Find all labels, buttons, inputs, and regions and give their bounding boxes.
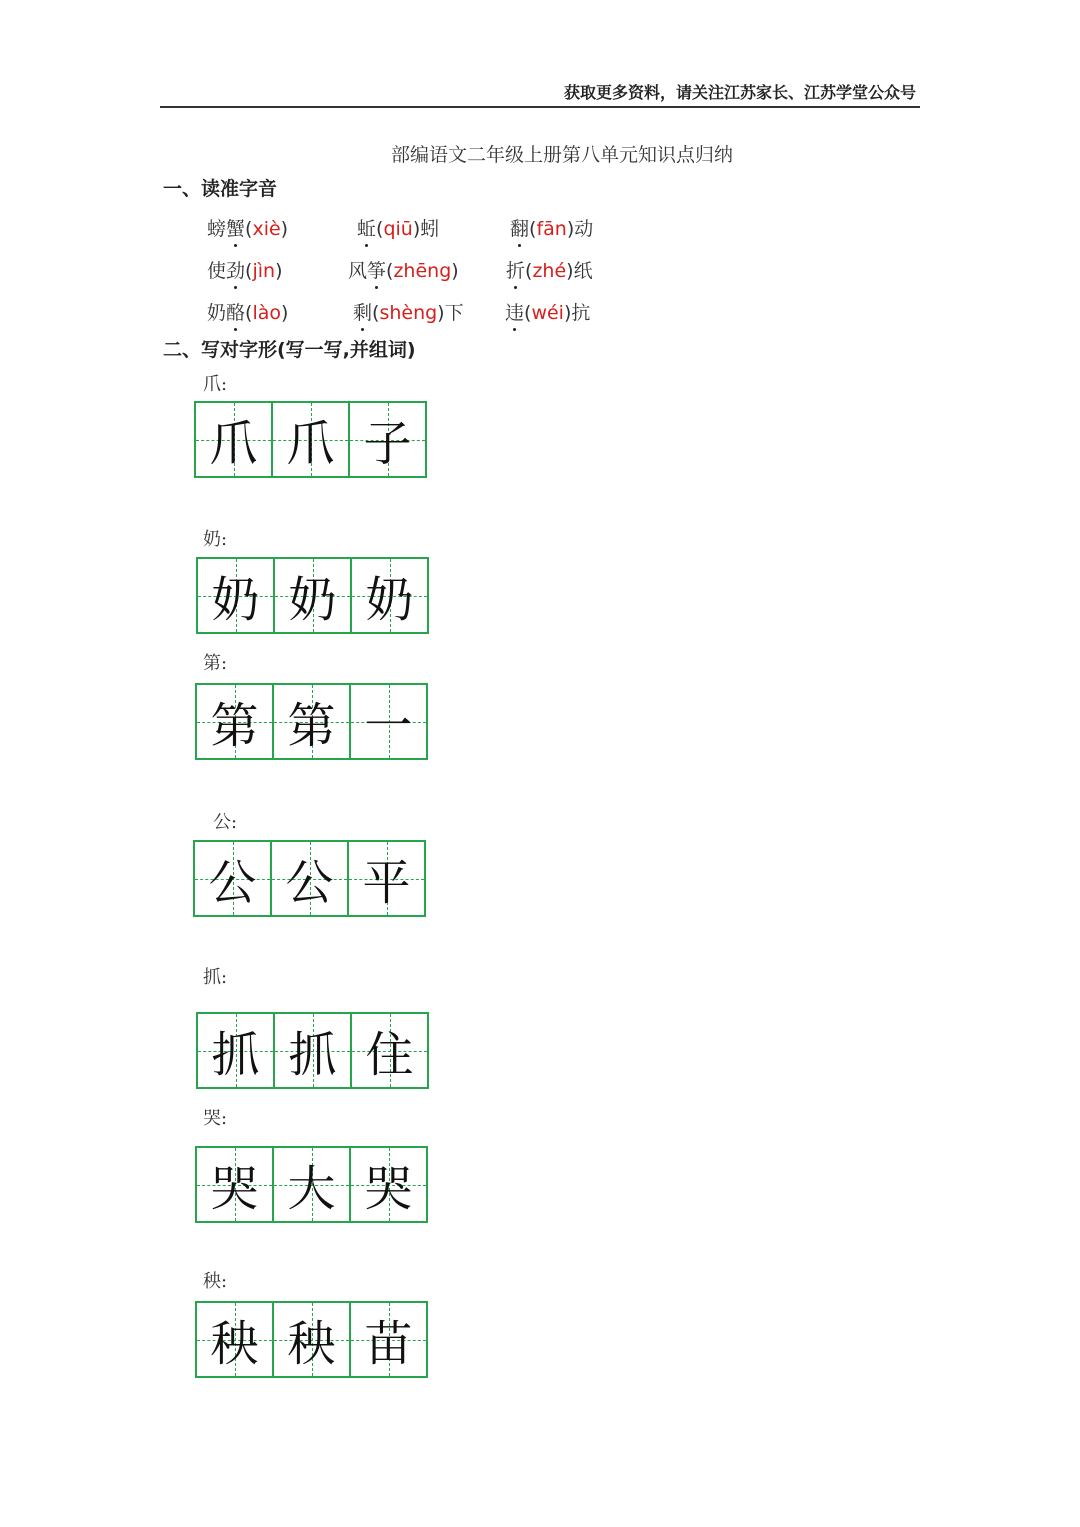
- pinyin-item: [207, 214, 288, 241]
- pinyin: fān: [536, 218, 567, 240]
- grid-cell: [197, 1148, 274, 1221]
- open-paren: (: [245, 260, 253, 282]
- grid-char: 秧: [210, 1316, 259, 1372]
- pinyin-item: [506, 256, 593, 283]
- grid-char: 第: [287, 698, 336, 754]
- grid-cell: [275, 1014, 352, 1087]
- open-paren: (: [245, 302, 253, 324]
- grid-cell: [198, 559, 275, 632]
- grid-cell: [197, 685, 274, 758]
- document-title: 部编语文二年级上册第八单元知识点归纳: [390, 144, 733, 166]
- dotted-char: 酪: [226, 298, 245, 325]
- close-paren: ): [566, 218, 575, 240]
- open-paren: (: [525, 260, 533, 282]
- char-label: 抓:: [203, 967, 228, 988]
- grid-char: 奶: [365, 572, 414, 628]
- grid-cell: [349, 842, 424, 915]
- close-paren: ): [412, 218, 421, 240]
- pinyin: shèng: [379, 302, 438, 324]
- close-paren: ): [563, 302, 572, 324]
- grid-char: 平: [362, 855, 411, 911]
- word-suffix: 动: [574, 218, 594, 240]
- char-label: 哭:: [203, 1108, 228, 1129]
- word-prefix: 使: [207, 260, 227, 282]
- pinyin: jìn: [252, 260, 276, 282]
- tianzige-grid: [195, 1301, 428, 1378]
- word-suffix: 下: [444, 302, 464, 324]
- grid-cell: [351, 1148, 426, 1221]
- open-paren: (: [376, 218, 384, 240]
- pinyin-item: [505, 298, 590, 325]
- grid-char: 住: [365, 1027, 414, 1083]
- grid-cell: [195, 842, 272, 915]
- grid-char: 抓: [211, 1027, 260, 1083]
- grid-cell: [274, 1148, 351, 1221]
- tianzige-grid: [194, 401, 427, 478]
- close-paren: ): [275, 260, 283, 282]
- pinyin: wéi: [531, 302, 564, 324]
- close-paren: ): [281, 302, 289, 324]
- dotted-char: 剩: [353, 298, 372, 325]
- grid-cell: [351, 685, 426, 758]
- grid-char: 爪: [209, 416, 258, 472]
- open-paren: (: [386, 260, 394, 282]
- grid-cell: [274, 685, 351, 758]
- grid-char: 秧: [287, 1316, 336, 1372]
- grid-char: 奶: [211, 572, 260, 628]
- close-paren: ): [280, 218, 289, 240]
- grid-char: 哭: [364, 1161, 413, 1217]
- open-paren: (: [524, 302, 532, 324]
- grid-cell: [197, 1303, 274, 1376]
- pinyin: qiū: [383, 218, 413, 240]
- dotted-char: 违: [505, 298, 524, 325]
- header-divider: [160, 106, 920, 108]
- grid-cell: [351, 1303, 426, 1376]
- dotted-char: 筝: [367, 256, 386, 283]
- pinyin-item: [510, 214, 593, 241]
- char-label: 爪:: [203, 374, 228, 395]
- close-paren: ): [437, 302, 445, 324]
- grid-cell: [198, 1014, 275, 1087]
- grid-cell: [274, 1303, 351, 1376]
- tianzige-grid: [196, 557, 429, 634]
- dotted-char: 折: [506, 256, 525, 283]
- pinyin-item: [207, 256, 282, 283]
- grid-char: 奶: [288, 572, 337, 628]
- grid-cell: [352, 559, 427, 632]
- grid-cell: [196, 403, 273, 476]
- grid-char: 公: [285, 855, 334, 911]
- grid-char: 第: [210, 698, 259, 754]
- grid-char: 子: [363, 416, 412, 472]
- pinyin-item: [348, 256, 459, 283]
- tianzige-grid: [196, 1012, 429, 1089]
- grid-cell: [273, 403, 350, 476]
- close-paren: ): [566, 260, 574, 282]
- grid-char: 爪: [286, 416, 335, 472]
- pinyin-item: [357, 214, 439, 241]
- word-prefix: 螃: [207, 218, 227, 240]
- close-paren: ): [451, 260, 459, 282]
- open-paren: (: [245, 218, 253, 240]
- section-heading-writing: 二、写对字形(写一写,并组词): [163, 339, 416, 361]
- dotted-char: 翻: [510, 214, 529, 241]
- char-label: 公:: [213, 812, 238, 833]
- word-suffix: 蚓: [420, 218, 440, 240]
- pinyin-item: [353, 298, 464, 325]
- grid-char: 一: [364, 698, 413, 754]
- dotted-char: 劲: [226, 256, 245, 283]
- grid-cell: [275, 559, 352, 632]
- grid-char: 哭: [210, 1161, 259, 1217]
- pinyin: xiè: [252, 218, 281, 240]
- header-notice: 获取更多资料，请关注江苏家长、江苏学堂公众号: [563, 83, 916, 102]
- grid-char: 抓: [288, 1027, 337, 1083]
- grid-cell: [272, 842, 349, 915]
- open-paren: (: [372, 302, 380, 324]
- char-label: 第:: [203, 653, 228, 674]
- word-suffix: 纸: [573, 260, 593, 282]
- tianzige-grid: [195, 683, 428, 760]
- word-prefix: 奶: [207, 302, 227, 324]
- dotted-char: 蚯: [357, 214, 376, 241]
- grid-cell: [352, 1014, 427, 1087]
- open-paren: (: [529, 218, 537, 240]
- grid-char: 苗: [364, 1316, 413, 1372]
- pinyin: lào: [252, 302, 281, 324]
- char-label: 秧:: [203, 1271, 228, 1292]
- grid-char: 公: [208, 855, 257, 911]
- tianzige-grid: [193, 840, 426, 917]
- pinyin: zhé: [532, 260, 567, 282]
- dotted-char: 蟹: [226, 214, 245, 241]
- pinyin: zhēng: [393, 260, 452, 282]
- char-label: 奶:: [203, 529, 228, 550]
- grid-cell: [350, 403, 425, 476]
- word-suffix: 抗: [571, 302, 591, 324]
- grid-char: 大: [287, 1161, 336, 1217]
- section-heading-pronunciation: 一、读准字音: [163, 178, 278, 200]
- tianzige-grid: [195, 1146, 428, 1223]
- word-prefix: 风: [348, 260, 368, 282]
- pinyin-item: [207, 298, 288, 325]
